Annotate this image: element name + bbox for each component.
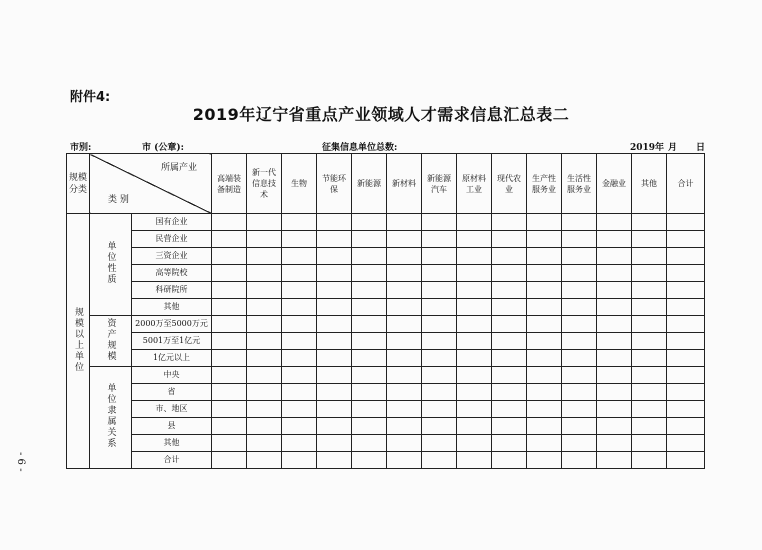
data-cell[interactable] (527, 452, 562, 469)
table-row (67, 248, 705, 265)
data-cell[interactable] (387, 282, 422, 299)
row-label: 高等院校 (132, 265, 212, 282)
row-label: 县 (132, 418, 212, 435)
data-cell[interactable] (632, 282, 667, 299)
data-cell[interactable] (562, 265, 597, 282)
data-cell[interactable] (457, 350, 492, 367)
data-cell[interactable] (457, 265, 492, 282)
data-cell[interactable] (212, 350, 247, 367)
data-cell[interactable] (597, 418, 632, 435)
data-cell[interactable] (632, 248, 667, 265)
data-cell[interactable] (667, 265, 705, 282)
data-cell[interactable] (632, 418, 667, 435)
data-cell[interactable] (247, 435, 282, 452)
industry-header: 所属产业 (160, 163, 197, 173)
group-cell (90, 367, 132, 469)
data-cell[interactable] (387, 401, 422, 418)
column-header: 生物 (282, 154, 317, 214)
group-cell (90, 214, 132, 316)
data-cell[interactable] (247, 231, 282, 248)
data-cell[interactable] (422, 265, 457, 282)
data-cell[interactable] (317, 248, 352, 265)
data-cell[interactable] (527, 265, 562, 282)
data-cell[interactable] (317, 384, 352, 401)
data-cell[interactable] (282, 265, 317, 282)
data-cell[interactable] (492, 248, 527, 265)
data-cell[interactable] (387, 248, 422, 265)
data-cell[interactable] (387, 316, 422, 333)
column-header: 高端装备制造 (212, 154, 247, 214)
column-header: 原材料工业 (457, 154, 492, 214)
table-row (67, 231, 705, 248)
data-cell[interactable] (457, 214, 492, 231)
data-cell[interactable] (247, 214, 282, 231)
data-cell[interactable] (422, 401, 457, 418)
data-cell[interactable] (457, 435, 492, 452)
table-row (67, 282, 705, 299)
data-cell[interactable] (562, 350, 597, 367)
data-cell[interactable] (492, 384, 527, 401)
data-cell[interactable] (352, 418, 387, 435)
data-cell[interactable] (527, 401, 562, 418)
column-header: 现代农业 (492, 154, 527, 214)
data-cell[interactable] (632, 316, 667, 333)
data-cell[interactable] (387, 418, 422, 435)
data-cell[interactable] (492, 367, 527, 384)
data-cell[interactable] (667, 333, 705, 350)
data-cell[interactable] (527, 350, 562, 367)
column-header: 合计 (667, 154, 705, 214)
data-cell[interactable] (492, 214, 527, 231)
column-header: 新能源汽车 (422, 154, 457, 214)
data-cell[interactable] (317, 418, 352, 435)
data-cell[interactable] (247, 367, 282, 384)
summary-table (66, 153, 705, 469)
data-cell[interactable] (597, 452, 632, 469)
data-cell[interactable] (282, 367, 317, 384)
column-header: 其他 (632, 154, 667, 214)
data-cell[interactable] (527, 299, 562, 316)
data-cell[interactable] (317, 367, 352, 384)
data-cell[interactable] (247, 401, 282, 418)
column-header: 节能环保 (317, 154, 352, 214)
data-cell[interactable] (667, 452, 705, 469)
row-label: 中央 (132, 367, 212, 384)
table-row (67, 316, 705, 333)
data-cell[interactable] (247, 265, 282, 282)
table-row (67, 214, 705, 231)
data-cell[interactable] (457, 333, 492, 350)
row-label: 省 (132, 384, 212, 401)
data-cell[interactable] (597, 265, 632, 282)
data-cell[interactable] (562, 418, 597, 435)
group-cell (90, 316, 132, 367)
data-cell[interactable] (422, 367, 457, 384)
data-cell[interactable] (282, 418, 317, 435)
data-cell[interactable] (247, 350, 282, 367)
data-cell[interactable] (282, 435, 317, 452)
data-cell[interactable] (387, 265, 422, 282)
data-cell[interactable] (317, 401, 352, 418)
data-cell[interactable] (667, 282, 705, 299)
data-cell[interactable] (492, 282, 527, 299)
city-label: 市别: (70, 143, 92, 153)
data-cell[interactable] (387, 350, 422, 367)
data-cell[interactable] (457, 418, 492, 435)
total-label: 合计 (132, 452, 212, 469)
table-row (67, 350, 705, 367)
data-cell[interactable] (667, 367, 705, 384)
table-row (67, 333, 705, 350)
data-cell[interactable] (422, 418, 457, 435)
row-label: 市、地区 (132, 401, 212, 418)
data-cell[interactable] (317, 265, 352, 282)
data-cell[interactable] (422, 214, 457, 231)
data-cell[interactable] (632, 401, 667, 418)
data-cell[interactable] (212, 265, 247, 282)
data-cell[interactable] (317, 452, 352, 469)
data-cell[interactable] (527, 282, 562, 299)
data-cell[interactable] (282, 350, 317, 367)
data-cell[interactable] (247, 248, 282, 265)
data-cell[interactable] (317, 316, 352, 333)
data-cell[interactable] (212, 231, 247, 248)
data-cell[interactable] (282, 282, 317, 299)
data-cell[interactable] (597, 401, 632, 418)
data-cell[interactable] (562, 384, 597, 401)
data-cell[interactable] (352, 384, 387, 401)
column-header: 新材料 (387, 154, 422, 214)
data-cell[interactable] (597, 435, 632, 452)
row-label: 民营企业 (132, 231, 212, 248)
data-cell[interactable] (667, 214, 705, 231)
data-cell[interactable] (527, 248, 562, 265)
data-cell[interactable] (247, 316, 282, 333)
row-label: 其他 (132, 435, 212, 452)
data-cell[interactable] (422, 333, 457, 350)
data-cell[interactable] (527, 333, 562, 350)
column-header: 生活性服务业 (562, 154, 597, 214)
data-cell[interactable] (632, 231, 667, 248)
data-cell[interactable] (632, 333, 667, 350)
data-cell[interactable] (282, 231, 317, 248)
page-title: 2019年辽宁省重点产业领域人才需求信息汇总表二 (192, 105, 570, 124)
data-cell[interactable] (247, 452, 282, 469)
data-cell[interactable] (632, 265, 667, 282)
data-cell[interactable] (387, 299, 422, 316)
data-cell[interactable] (212, 418, 247, 435)
data-cell[interactable] (492, 401, 527, 418)
data-cell[interactable] (457, 401, 492, 418)
data-cell[interactable] (317, 214, 352, 231)
data-cell[interactable] (457, 452, 492, 469)
data-cell[interactable] (492, 316, 527, 333)
data-cell[interactable] (597, 248, 632, 265)
data-cell[interactable] (492, 333, 527, 350)
data-cell[interactable] (457, 231, 492, 248)
data-cell[interactable] (282, 401, 317, 418)
scale-group-cell (67, 214, 90, 469)
data-cell[interactable] (457, 316, 492, 333)
data-cell[interactable] (667, 248, 705, 265)
data-cell[interactable] (457, 384, 492, 401)
data-cell[interactable] (212, 299, 247, 316)
data-cell[interactable] (247, 299, 282, 316)
date-month: 月 (668, 143, 678, 153)
data-cell[interactable] (352, 401, 387, 418)
data-cell[interactable] (562, 401, 597, 418)
data-cell[interactable] (527, 435, 562, 452)
table-row (67, 401, 705, 418)
data-cell[interactable] (282, 452, 317, 469)
data-cell[interactable] (597, 299, 632, 316)
data-cell[interactable] (632, 350, 667, 367)
data-cell[interactable] (212, 282, 247, 299)
data-cell[interactable] (212, 248, 247, 265)
data-cell[interactable] (387, 231, 422, 248)
data-cell[interactable] (212, 333, 247, 350)
data-cell[interactable] (422, 435, 457, 452)
data-cell[interactable] (597, 282, 632, 299)
row-label: 5001万至1亿元 (132, 333, 212, 350)
data-cell[interactable] (352, 282, 387, 299)
data-cell[interactable] (457, 248, 492, 265)
data-cell[interactable] (562, 282, 597, 299)
table-row (67, 299, 705, 316)
table-row (67, 418, 705, 435)
data-cell[interactable] (422, 350, 457, 367)
date-year: 2019年 (630, 143, 665, 153)
data-cell[interactable] (387, 384, 422, 401)
scale-group-label: 规模以上单位 (73, 306, 83, 373)
data-cell[interactable] (667, 401, 705, 418)
data-cell[interactable] (317, 299, 352, 316)
data-cell[interactable] (212, 214, 247, 231)
data-cell[interactable] (282, 384, 317, 401)
total-row (67, 452, 705, 469)
data-cell[interactable] (562, 231, 597, 248)
data-cell[interactable] (632, 299, 667, 316)
data-cell[interactable] (597, 231, 632, 248)
data-cell[interactable] (422, 316, 457, 333)
data-cell[interactable] (527, 231, 562, 248)
data-cell[interactable] (597, 333, 632, 350)
data-cell[interactable] (667, 231, 705, 248)
data-cell[interactable] (422, 248, 457, 265)
data-cell[interactable] (387, 214, 422, 231)
data-cell[interactable] (562, 435, 597, 452)
data-cell[interactable] (352, 316, 387, 333)
scale-header: 规模分类 (68, 172, 87, 195)
data-cell[interactable] (317, 231, 352, 248)
data-cell[interactable] (422, 231, 457, 248)
category-header: 类 别 (108, 195, 129, 205)
data-cell[interactable] (282, 248, 317, 265)
data-cell[interactable] (562, 248, 597, 265)
data-cell[interactable] (247, 418, 282, 435)
page-number: - 6 - (15, 452, 26, 472)
data-cell[interactable] (562, 316, 597, 333)
row-label: 科研院所 (132, 282, 212, 299)
data-cell[interactable] (492, 231, 527, 248)
table-row (67, 384, 705, 401)
data-cell[interactable] (387, 333, 422, 350)
data-cell[interactable] (562, 299, 597, 316)
data-cell[interactable] (352, 265, 387, 282)
data-cell[interactable] (352, 299, 387, 316)
data-cell[interactable] (667, 384, 705, 401)
row-label: 三资企业 (132, 248, 212, 265)
header-row (67, 154, 705, 214)
column-header: 新能源 (352, 154, 387, 214)
data-cell[interactable] (562, 214, 597, 231)
data-cell[interactable] (282, 214, 317, 231)
data-cell[interactable] (492, 350, 527, 367)
data-cell[interactable] (492, 435, 527, 452)
data-cell[interactable] (562, 367, 597, 384)
row-label: 1亿元以上 (132, 350, 212, 367)
data-cell[interactable] (212, 435, 247, 452)
data-cell[interactable] (632, 214, 667, 231)
data-cell[interactable] (212, 401, 247, 418)
data-cell[interactable] (317, 350, 352, 367)
data-cell[interactable] (212, 367, 247, 384)
city-unit-label: 市 (公章): (142, 143, 184, 153)
data-cell[interactable] (562, 452, 597, 469)
data-cell[interactable] (562, 333, 597, 350)
data-cell[interactable] (247, 384, 282, 401)
data-cell[interactable] (632, 367, 667, 384)
data-cell[interactable] (527, 418, 562, 435)
data-cell[interactable] (352, 248, 387, 265)
data-cell[interactable] (282, 299, 317, 316)
data-cell[interactable] (352, 214, 387, 231)
table-row (67, 367, 705, 384)
data-cell[interactable] (422, 452, 457, 469)
data-cell[interactable] (597, 367, 632, 384)
group-label: 单位性质 (105, 241, 116, 285)
column-header: 金融业 (597, 154, 632, 214)
table-row (67, 265, 705, 282)
attachment-label: 附件4: (70, 90, 111, 105)
data-cell[interactable] (527, 316, 562, 333)
data-cell[interactable] (457, 282, 492, 299)
data-cell[interactable] (422, 299, 457, 316)
data-cell[interactable] (492, 299, 527, 316)
data-cell[interactable] (597, 214, 632, 231)
row-label: 2000万至5000万元 (132, 316, 212, 333)
data-cell[interactable] (352, 350, 387, 367)
data-cell[interactable] (527, 384, 562, 401)
column-header: 生产性服务业 (527, 154, 562, 214)
data-cell[interactable] (247, 282, 282, 299)
data-cell[interactable] (282, 316, 317, 333)
data-cell[interactable] (352, 435, 387, 452)
data-cell[interactable] (667, 435, 705, 452)
data-cell[interactable] (667, 418, 705, 435)
data-cell[interactable] (492, 265, 527, 282)
row-label: 国有企业 (132, 214, 212, 231)
column-header: 新一代信息技术 (247, 154, 282, 214)
data-cell[interactable] (667, 316, 705, 333)
date-day: 日 (696, 143, 706, 153)
group-label: 资产规模 (105, 317, 116, 362)
data-cell[interactable] (212, 384, 247, 401)
data-cell[interactable] (352, 231, 387, 248)
data-cell[interactable] (422, 384, 457, 401)
data-cell[interactable] (492, 418, 527, 435)
row-label: 其他 (132, 299, 212, 316)
data-cell[interactable] (282, 333, 317, 350)
data-cell[interactable] (352, 333, 387, 350)
data-cell[interactable] (212, 452, 247, 469)
data-cell[interactable] (597, 350, 632, 367)
data-cell[interactable] (597, 316, 632, 333)
data-cell[interactable] (457, 299, 492, 316)
data-cell[interactable] (527, 367, 562, 384)
data-cell[interactable] (317, 333, 352, 350)
data-cell[interactable] (667, 299, 705, 316)
data-cell[interactable] (212, 316, 247, 333)
data-cell[interactable] (492, 452, 527, 469)
group-label: 单位隶属关系 (105, 383, 116, 449)
data-cell[interactable] (422, 282, 457, 299)
data-cell[interactable] (457, 367, 492, 384)
data-cell[interactable] (632, 452, 667, 469)
table-row (67, 435, 705, 452)
data-cell[interactable] (597, 384, 632, 401)
data-cell[interactable] (387, 452, 422, 469)
data-cell[interactable] (632, 384, 667, 401)
data-cell[interactable] (352, 452, 387, 469)
data-cell[interactable] (527, 214, 562, 231)
data-cell[interactable] (632, 435, 667, 452)
data-cell[interactable] (317, 435, 352, 452)
data-cell[interactable] (247, 333, 282, 350)
data-cell[interactable] (387, 435, 422, 452)
data-cell[interactable] (667, 350, 705, 367)
data-cell[interactable] (352, 367, 387, 384)
unit-count-label: 征集信息单位总数: (322, 143, 398, 153)
data-cell[interactable] (387, 367, 422, 384)
diagonal-header-cell (90, 154, 212, 214)
scale-header-cell (67, 154, 90, 214)
data-cell[interactable] (317, 282, 352, 299)
